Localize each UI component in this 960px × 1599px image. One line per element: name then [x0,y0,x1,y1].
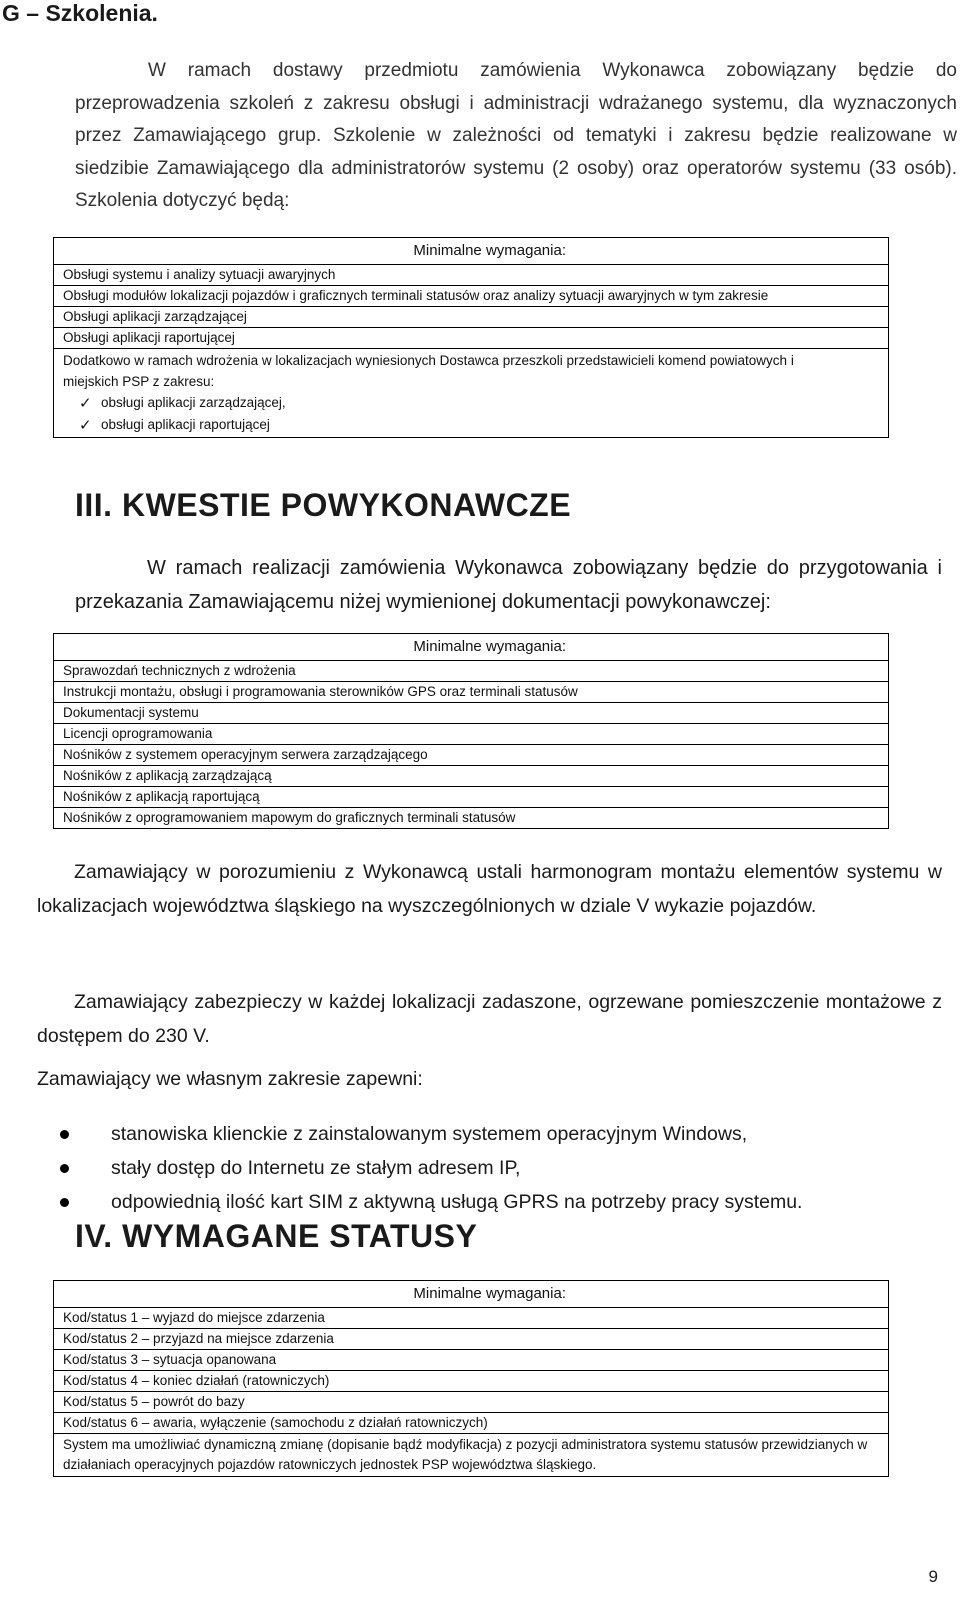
table-row: Licencji oprogramowania [54,724,889,745]
table-row: Nośników z aplikacją zarządzającą [54,766,889,787]
bullet-icon [60,1130,69,1139]
list-item-label: obsługi aplikacji zarządzającej, [101,395,286,410]
bullet-icon [60,1198,69,1207]
extra-training-text: Dodatkowo w ramach wdrożenia w lokalizacjach wyniesionych Dostawca przeszkoli przedstawicieli komend powiatowych i miejskich PSP z zakresu: [63,353,794,389]
training-requirements-table [53,237,889,438]
table-row: Kod/status 4 – koniec działań (ratowniczych) [54,1371,889,1392]
checkmark-icon: ✓ [79,416,92,434]
page-number: 9 [928,1567,938,1586]
list-item [60,1117,940,1151]
table-row: Kod/status 2 – przyjazd na miejsce zdarzenia [54,1329,889,1350]
section-iii-intro: W ramach realizacji zamówienia Wykonawca zobowiązany będzie do przygotowania i przekazania Zamawiającemu niżej wymienionej dokumentacji powykonawczej: [75,557,942,613]
table-row: Kod/status 1 – wyjazd do miejsce zdarzenia [54,1308,889,1329]
table-row: Dokumentacji systemu [54,703,889,724]
table-row: Kod/status 5 – powrót do bazy [54,1392,889,1413]
table-row: Sprawozdań technicznych z wdrożenia [54,661,889,682]
table-row: Obsługi modułów lokalizacji pojazdów i graficznych terminali statusów oraz analizy sytuacji awaryjnych w tym zakresie [54,286,889,307]
checkmark-icon: ✓ [79,394,92,412]
room-paragraph: Zamawiający zabezpieczy w każdej lokalizacji zadaszone, ogrzewane pomieszczenie montażowe z dostępem do 230 V. [37,991,942,1047]
list-item-label: stały dostęp do Internetu ze stałym adresem IP, [111,1157,521,1179]
provisions-list [60,1117,940,1219]
statuses-table [53,1280,889,1477]
documentation-requirements-table [53,633,889,829]
section-iii-title: III. KWESTIE POWYKONAWCZE [75,487,572,523]
bullet-icon [60,1164,69,1173]
schedule-paragraph: Zamawiający w porozumieniu z Wykonawcą ustali harmonogram montażu elementów systemu w lokalizacjach województwa śląskiego na wyszczególnionych w dziale V wykazie pojazdów. [37,861,942,917]
table-row: Obsługi systemu i analizy sytuacji awaryjnych [54,265,889,286]
table-row: Kod/status 6 – awaria, wyłączenie (samochodu z działań ratowniczych) [54,1413,889,1434]
list-item [79,414,879,436]
table-header: Minimalne wymagania: [54,634,889,661]
list-item [60,1185,940,1219]
list-item-label: obsługi aplikacji raportującej [101,417,270,432]
table-row: Nośników z oprogramowaniem mapowym do graficznych terminali statusów [54,808,889,829]
list-item [79,392,879,414]
section-g-title: G – Szkolenia. [2,0,158,26]
table-row: Kod/status 3 – sytuacja opanowana [54,1350,889,1371]
table-header: Minimalne wymagania: [54,238,889,265]
table-row: Instrukcji montażu, obsługi i programowania sterowników GPS oraz terminali statusów [54,682,889,703]
list-item-label: stanowiska klienckie z zainstalowanym systemem operacyjnym Windows, [111,1123,748,1145]
table-header: Minimalne wymagania: [54,1281,889,1308]
table-row: System ma umożliwiać dynamiczną zmianę (dopisanie bądź modyfikacja) z pozycji administratora systemu statusów przewidzianych w działaniach operacyjnych pojazdów ratowniczych jednostek PSP województwa śląskiego. [54,1434,889,1477]
extra-training-list [63,392,879,436]
table-row: Nośników z systemem operacyjnym serwera zarządzającego [54,745,889,766]
section-iv-title: IV. WYMAGANE STATUSY [75,1218,478,1254]
table-row: Obsługi aplikacji raportującej [54,328,889,349]
list-item-label: odpowiednią ilość kart SIM z aktywną usługą GPRS na potrzeby pracy systemu. [111,1191,803,1213]
training-intro-paragraph: W ramach dostawy przedmiotu zamówienia Wykonawca zobowiązany będzie do przeprowadzenia szkoleń z zakresu obsługi i administracji wdrażanego systemu, dla wyznaczonych przez Zamawiającego grup. Szkolenie w zależności od tematyki i zakresu będzie realizowane w siedzibie Zamawiającego dla administratorów systemu (2 osoby) oraz operatorów systemu (33 osób). Szkolenia dotyczyć będą: [75,60,957,211]
table-row-extra-training [54,349,889,438]
table-row: Obsługi aplikacji zarządzającej [54,307,889,328]
list-item [60,1151,940,1185]
provisions-intro: Zamawiający we własnym zakresie zapewni: [37,1068,423,1090]
table-row: Nośników z aplikacją raportującą [54,787,889,808]
